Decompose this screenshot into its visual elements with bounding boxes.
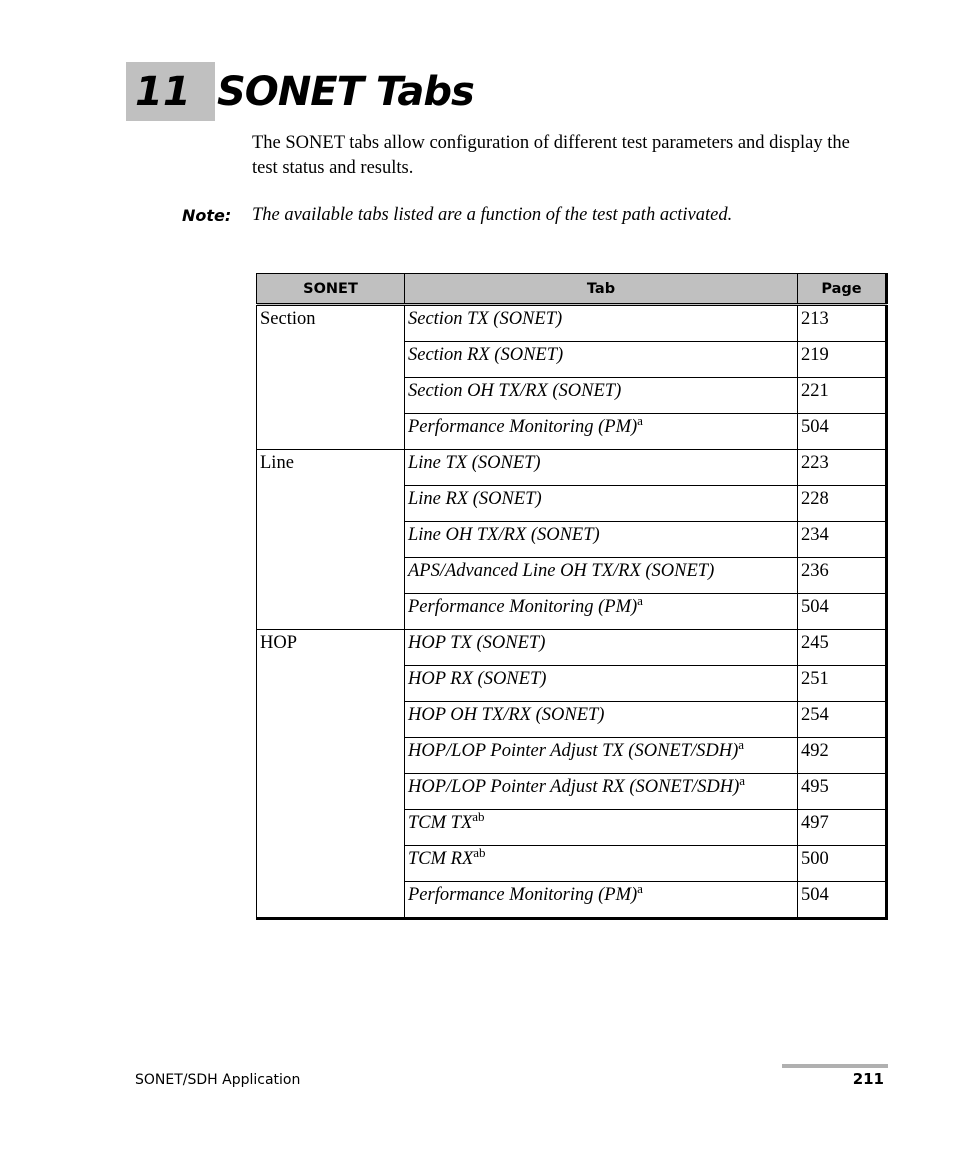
tab-name: Line OH TX/RX (SONET) <box>408 525 600 545</box>
tab-name: Performance Monitoring (PM) <box>408 597 638 617</box>
page-cell: 213 <box>798 305 887 342</box>
table-body <box>257 305 887 919</box>
tab-name: HOP/LOP Pointer Adjust TX (SONET/SDH) <box>408 741 739 761</box>
page-cell: 245 <box>798 630 887 666</box>
sonet-layer-cell: Line <box>257 450 405 630</box>
tab-name: APS/Advanced Line OH TX/RX (SONET) <box>408 561 715 581</box>
tab-name: Performance Monitoring (PM) <box>408 417 638 437</box>
footnote-marker: a <box>637 412 643 428</box>
page-cell: 234 <box>798 522 887 558</box>
tab-cell <box>405 378 798 414</box>
tab-cell <box>405 342 798 378</box>
chapter-number: 11 <box>135 69 191 115</box>
tab-name: TCM RX <box>408 849 474 869</box>
tab-cell <box>405 810 798 846</box>
page-cell: 495 <box>798 774 887 810</box>
tab-name: Section TX (SONET) <box>408 309 563 329</box>
footnote-marker: a <box>637 880 643 896</box>
tab-cell <box>405 702 798 738</box>
page-cell: 500 <box>798 846 887 882</box>
tab-name: HOP RX (SONET) <box>408 669 547 689</box>
tab-cell <box>405 558 798 594</box>
footer-title: SONET/SDH Application <box>135 1072 301 1088</box>
tab-cell <box>405 738 798 774</box>
page-title: SONET Tabs <box>217 69 474 115</box>
footnote-marker: a <box>738 736 745 752</box>
header-sonet: SONET <box>257 274 405 305</box>
page-cell: 504 <box>798 414 887 450</box>
tab-name: Performance Monitoring (PM) <box>408 885 638 905</box>
tab-name: Section OH TX/RX (SONET) <box>408 381 622 401</box>
tab-name: Line RX (SONET) <box>408 489 542 509</box>
table-row <box>257 450 887 486</box>
page-cell: 254 <box>798 702 887 738</box>
tab-cell <box>405 666 798 702</box>
tab-cell <box>405 305 798 342</box>
sonet-layer-cell: HOP <box>257 630 405 919</box>
table-header-row <box>257 274 887 305</box>
tab-name: Line TX (SONET) <box>408 453 541 473</box>
page-cell: 219 <box>798 342 887 378</box>
tab-cell <box>405 594 798 630</box>
tab-cell <box>405 486 798 522</box>
tab-name: TCM TX <box>408 813 473 833</box>
header-page: Page <box>798 274 887 305</box>
intro-paragraph: The SONET tabs allow configuration of different test parameters and display the test status and results. <box>252 133 850 178</box>
page-cell: 221 <box>798 378 887 414</box>
page-cell: 497 <box>798 810 887 846</box>
header-tab: Tab <box>405 274 798 305</box>
note-label: Note: <box>182 206 232 225</box>
page-number: 211 <box>852 1070 884 1088</box>
page-cell: 492 <box>798 738 887 774</box>
page-cell: 504 <box>798 594 887 630</box>
page-cell: 251 <box>798 666 887 702</box>
table-row <box>257 305 887 342</box>
tab-name: HOP TX (SONET) <box>408 633 546 653</box>
page-cell: 504 <box>798 882 887 919</box>
tab-cell <box>405 630 798 666</box>
footnote-marker: ab <box>472 808 485 824</box>
page-cell: 236 <box>798 558 887 594</box>
note-text: The available tabs listed are a function of the test path activated. <box>252 205 733 225</box>
tab-cell <box>405 414 798 450</box>
tab-cell <box>405 882 798 919</box>
footnote-marker: a <box>637 592 643 608</box>
tab-name: HOP/LOP Pointer Adjust RX (SONET/SDH) <box>408 777 740 797</box>
footnote-marker: a <box>739 772 746 788</box>
page-cell: 223 <box>798 450 887 486</box>
tab-cell <box>405 774 798 810</box>
tab-cell <box>405 450 798 486</box>
sonet-tabs-table <box>256 273 888 920</box>
tab-cell <box>405 522 798 558</box>
sonet-layer-cell: Section <box>257 305 405 450</box>
tab-name: HOP OH TX/RX (SONET) <box>408 705 605 725</box>
table-row <box>257 630 887 666</box>
tab-name: Section RX (SONET) <box>408 345 564 365</box>
footnote-marker: ab <box>473 844 486 860</box>
page-cell: 228 <box>798 486 887 522</box>
tab-cell <box>405 846 798 882</box>
